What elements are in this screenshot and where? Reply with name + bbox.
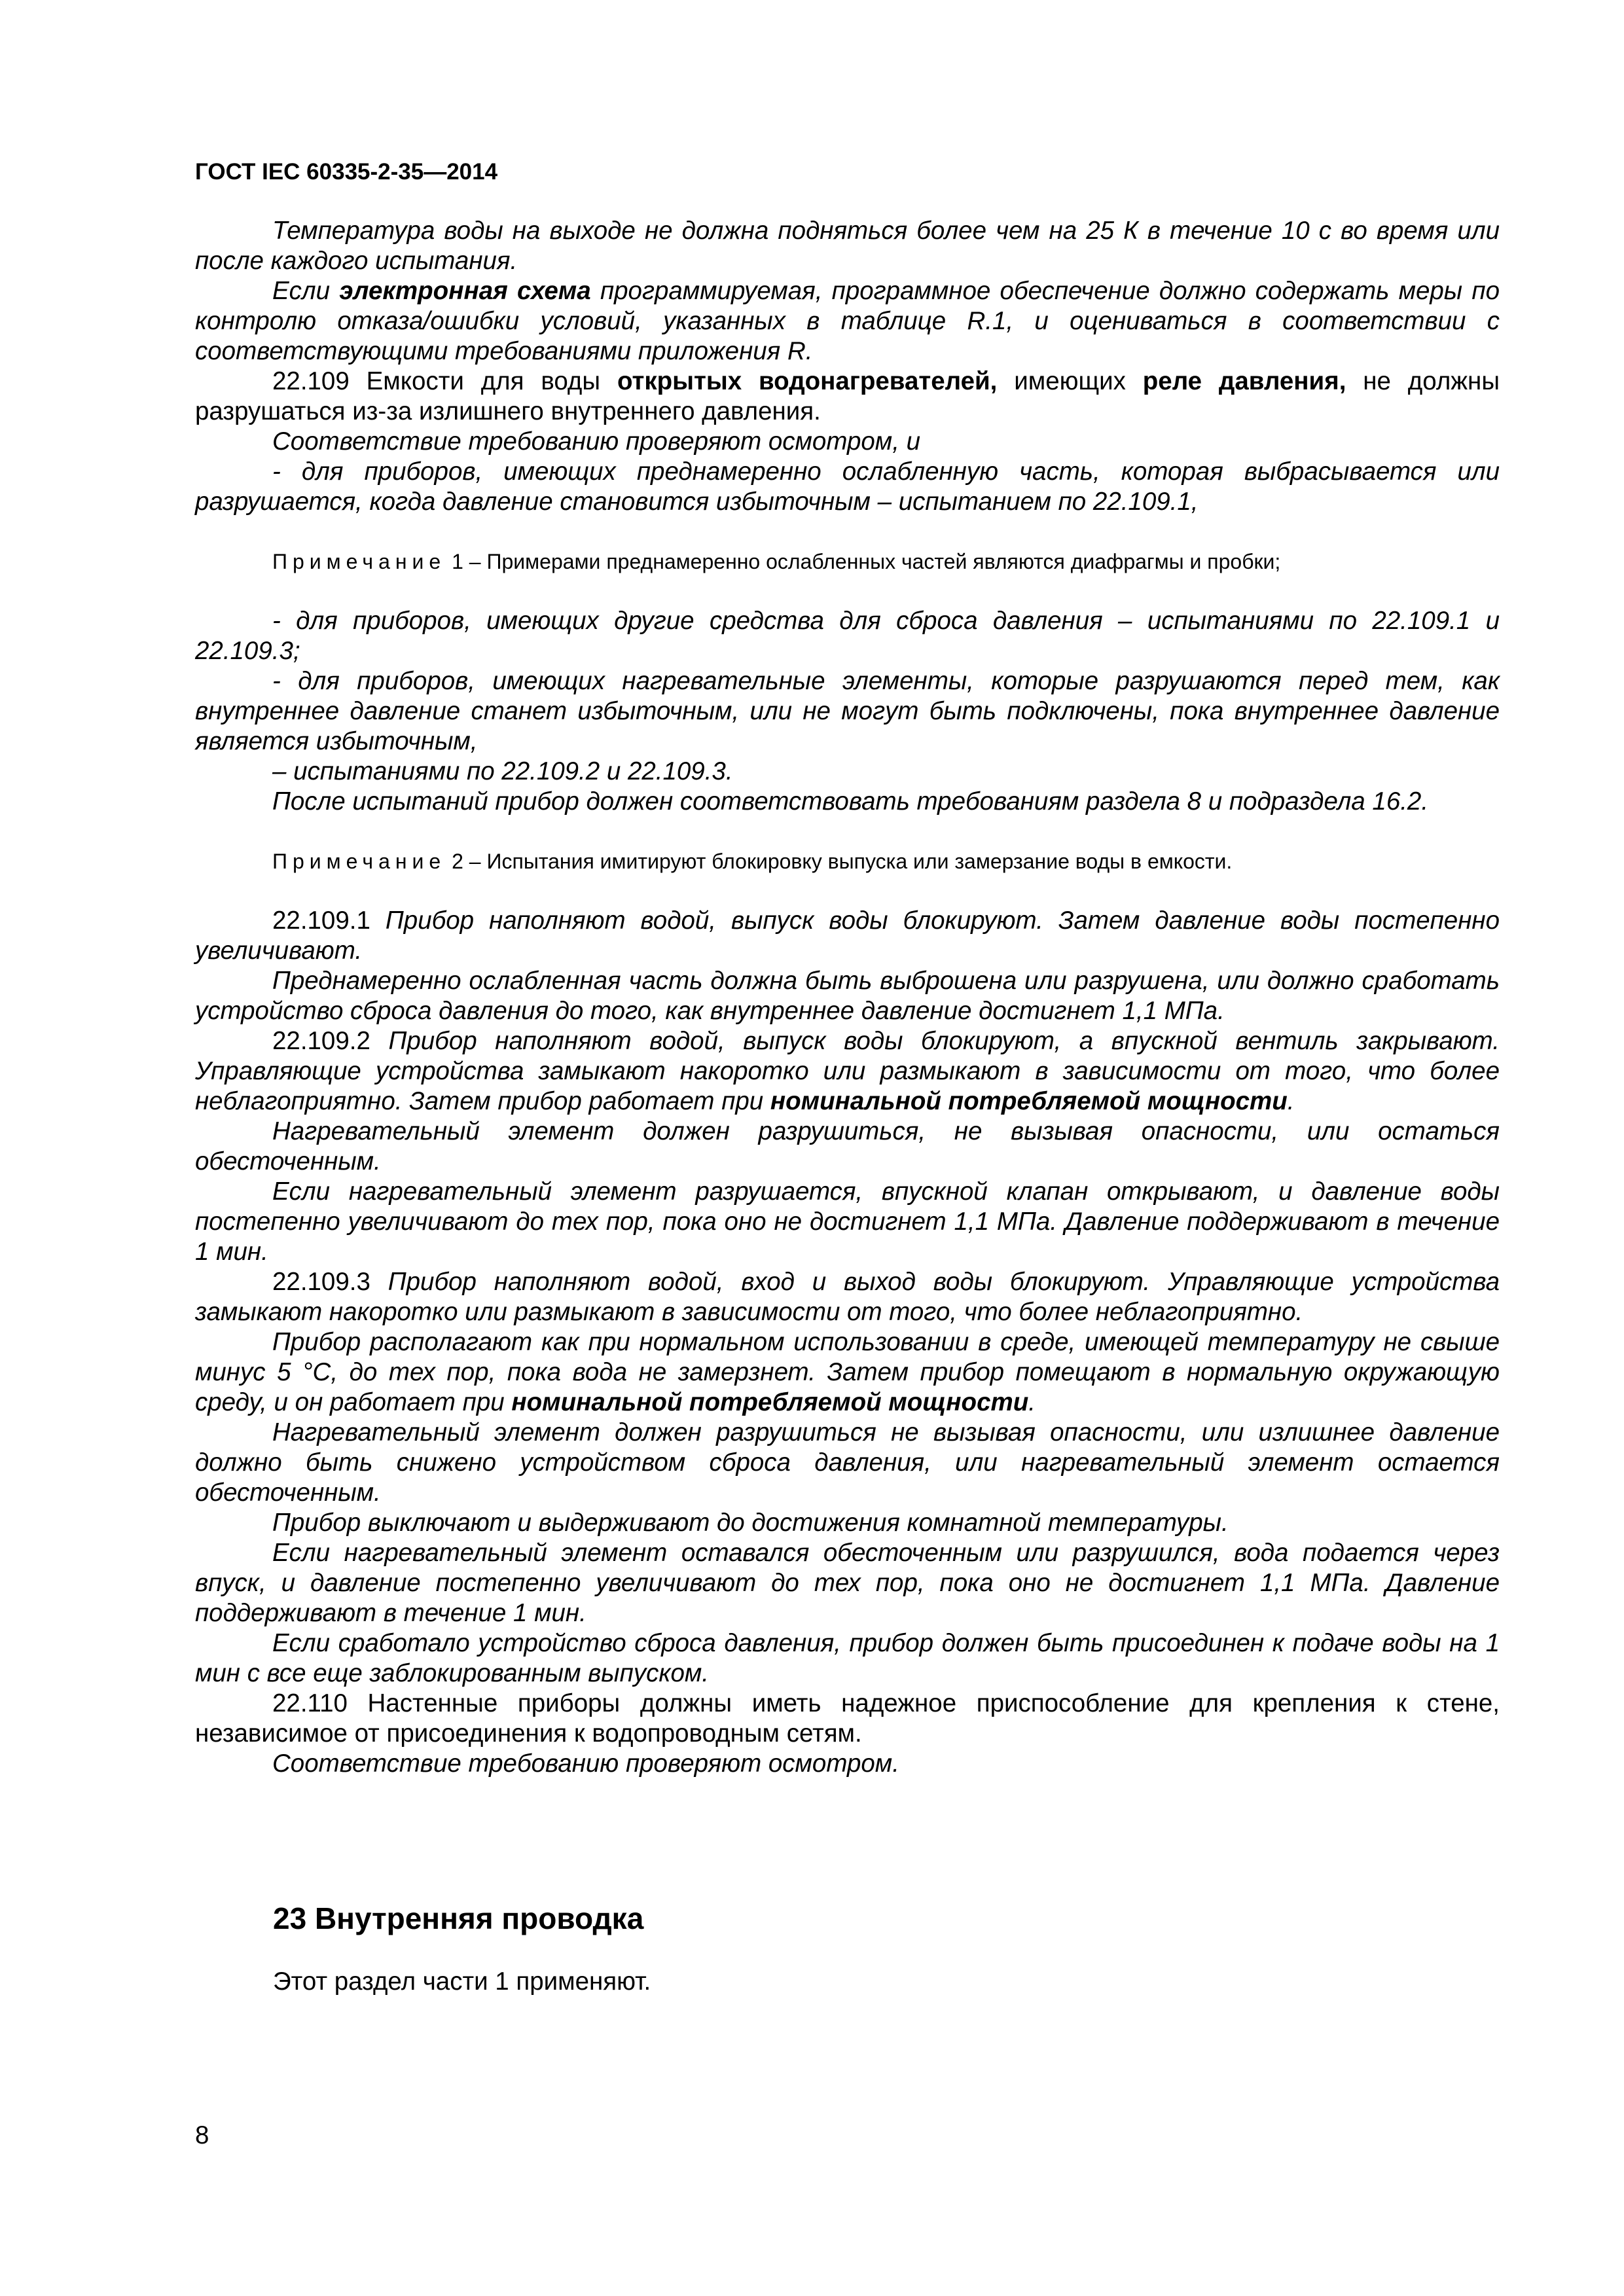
- page-number: 8: [195, 2121, 209, 2149]
- note-text: 2 – Испытания имитируют блокировку выпуска или замерзание воды в емкости.: [446, 850, 1233, 873]
- clause-number: 22.109.1: [272, 906, 370, 935]
- term-open-water-heaters: открытых водонагревателей,: [617, 367, 998, 395]
- paragraph: Соответствие требованию проверяют осмотром, и: [272, 427, 921, 456]
- term-electronic-circuit: электронная схема: [339, 277, 591, 305]
- note-label: Примечание: [272, 850, 446, 873]
- section-title: 23 Внутренняя проводка: [273, 1901, 644, 1935]
- paragraph: Нагревательный элемент должен разрушиться не вызывая опасности, или излишнее давление должно быть снижено устройством сброса давления, или нагревательный элемент остается обесточенным.: [195, 1418, 1500, 1507]
- paragraph: Если нагревательный элемент оставался обесточенным или разрушился, вода подается через впуск, и давление постепенно увеличивают до тех пор, пока оно не достигнет 1,1 МПа. Давление поддерживают в течение 1 мин.: [195, 1539, 1500, 1627]
- text-run: Прибор наполняют водой, выпуск воды блокируют. Затем давление воды постепенно увеличивают.: [195, 906, 1500, 965]
- text-run: 22.109 Емкости для воды: [272, 367, 617, 395]
- text-run: Если: [272, 277, 340, 305]
- document-body: [195, 216, 1500, 1779]
- text-run: программируемая, программное обеспечение должно содержать меры по контролю отказа/ошибки условий, указанных в таблице R.1, и оцениваться в соответствии с соответствующими требованиями приложения R.: [195, 277, 1500, 365]
- paragraph: - для приборов, имеющих другие средства для сброса давления – испытаниями по 22.109.1 и 22.109.3;: [195, 607, 1500, 665]
- term-rated-power-input: номинальной потребляемой мощности: [770, 1087, 1288, 1115]
- clause-22-109: [195, 367, 1500, 427]
- paragraph: Нагревательный элемент должен разрушиться, не вызывая опасности, или остаться обесточенным.: [195, 1117, 1500, 1175]
- text-run: Прибор располагают как при нормальном использовании в среде, имеющей температуру не свыше минус 5 °С, до тех пор, пока вода не замерзнет. Затем прибор помещают в нормальную окружающую среду, и он работает при: [195, 1328, 1500, 1416]
- note-2: [195, 846, 1500, 876]
- paragraph: Если нагревательный элемент разрушается, впускной клапан открывают, и давление воды постепенно увеличивают до тех пор, пока оно не достигнет 1,1 МПа. Давление поддерживают в течение 1 мин.: [195, 1177, 1500, 1266]
- clause-22-109-1: [195, 906, 1500, 966]
- paragraph: Температура воды на выходе не должна подняться более чем на 25 К в течение 10 с во время или после каждого испытания.: [195, 217, 1500, 275]
- paragraph: - для приборов, имеющих нагревательные элементы, которые разрушаются перед тем, как внутреннее давление станет избыточным, или не могут быть подключены, пока внутреннее давление является избыточным,: [195, 667, 1500, 755]
- text-run: имеющих: [997, 367, 1143, 395]
- paragraph: Если сработало устройство сброса давления, прибор должен быть присоединен к подаче воды на 1 мин с все еще заблокированным выпуском.: [195, 1629, 1500, 1687]
- paragraph: – испытаниями по 22.109.2 и 22.109.3.: [272, 757, 733, 785]
- paragraph: Прибор выключают и выдерживают до достижения комнатной температуры.: [272, 1509, 1229, 1537]
- clause-number: 22.109.3: [272, 1268, 370, 1296]
- note-1: [195, 547, 1500, 577]
- section-text: Этот раздел части 1 применяют.: [273, 1967, 651, 1996]
- term-pressure-relay: реле давления,: [1142, 367, 1346, 395]
- clause-number: 22.109.2: [272, 1027, 370, 1055]
- note-text: 1 – Примерами преднамеренно ослабленных частей являются диафрагмы и пробки;: [446, 550, 1281, 573]
- paragraph: [195, 276, 1500, 367]
- note-label: Примечание: [272, 550, 446, 573]
- paragraph: - для приборов, имеющих преднамеренно ослабленную часть, которая выбрасывается или разрушается, когда давление становится избыточным – испытанием по 22.109.1,: [195, 457, 1500, 516]
- text-run: Прибор наполняют водой, вход и выход воды блокируют. Управляющие устройства замыкают накоротко или размыкают в зависимости от того, что более неблагоприятно.: [195, 1268, 1500, 1326]
- clause-22-109-2: [195, 1026, 1500, 1117]
- text-run: не должны разрушаться из-за излишнего внутреннего давления.: [195, 367, 1500, 425]
- clause-22-109-3: [195, 1267, 1500, 1327]
- paragraph: После испытаний прибор должен соответствовать требованиям раздела 8 и подраздела 16.2.: [272, 787, 1429, 816]
- clause-22-110: 22.110 Настенные приборы должны иметь надежное приспособление для крепления к стене, независимое от присоединения к водопроводным сетям.: [195, 1689, 1500, 1748]
- term-rated-power-input: номинальной потребляемой мощности: [511, 1388, 1029, 1416]
- text-run: .: [1028, 1388, 1036, 1416]
- paragraph: Преднамеренно ослабленная часть должна быть выброшена или разрушена, или должно сработать устройство сброса давления до того, как внутреннее давление достигнет 1,1 МПа.: [195, 967, 1500, 1025]
- paragraph: [195, 1327, 1500, 1418]
- text-run: Прибор наполняют водой, выпуск воды блокируют, а впускной вентиль закрывают. Управляющие устройства замыкают накоротко или размыкают в зависимости от того, что более неблагоприятно. Затем прибор работает при: [195, 1027, 1500, 1115]
- text-run: .: [1287, 1087, 1295, 1115]
- paragraph: Соответствие требованию проверяют осмотром.: [272, 1749, 899, 1778]
- document-header: ГОСТ IEC 60335-2-35—2014: [195, 159, 498, 185]
